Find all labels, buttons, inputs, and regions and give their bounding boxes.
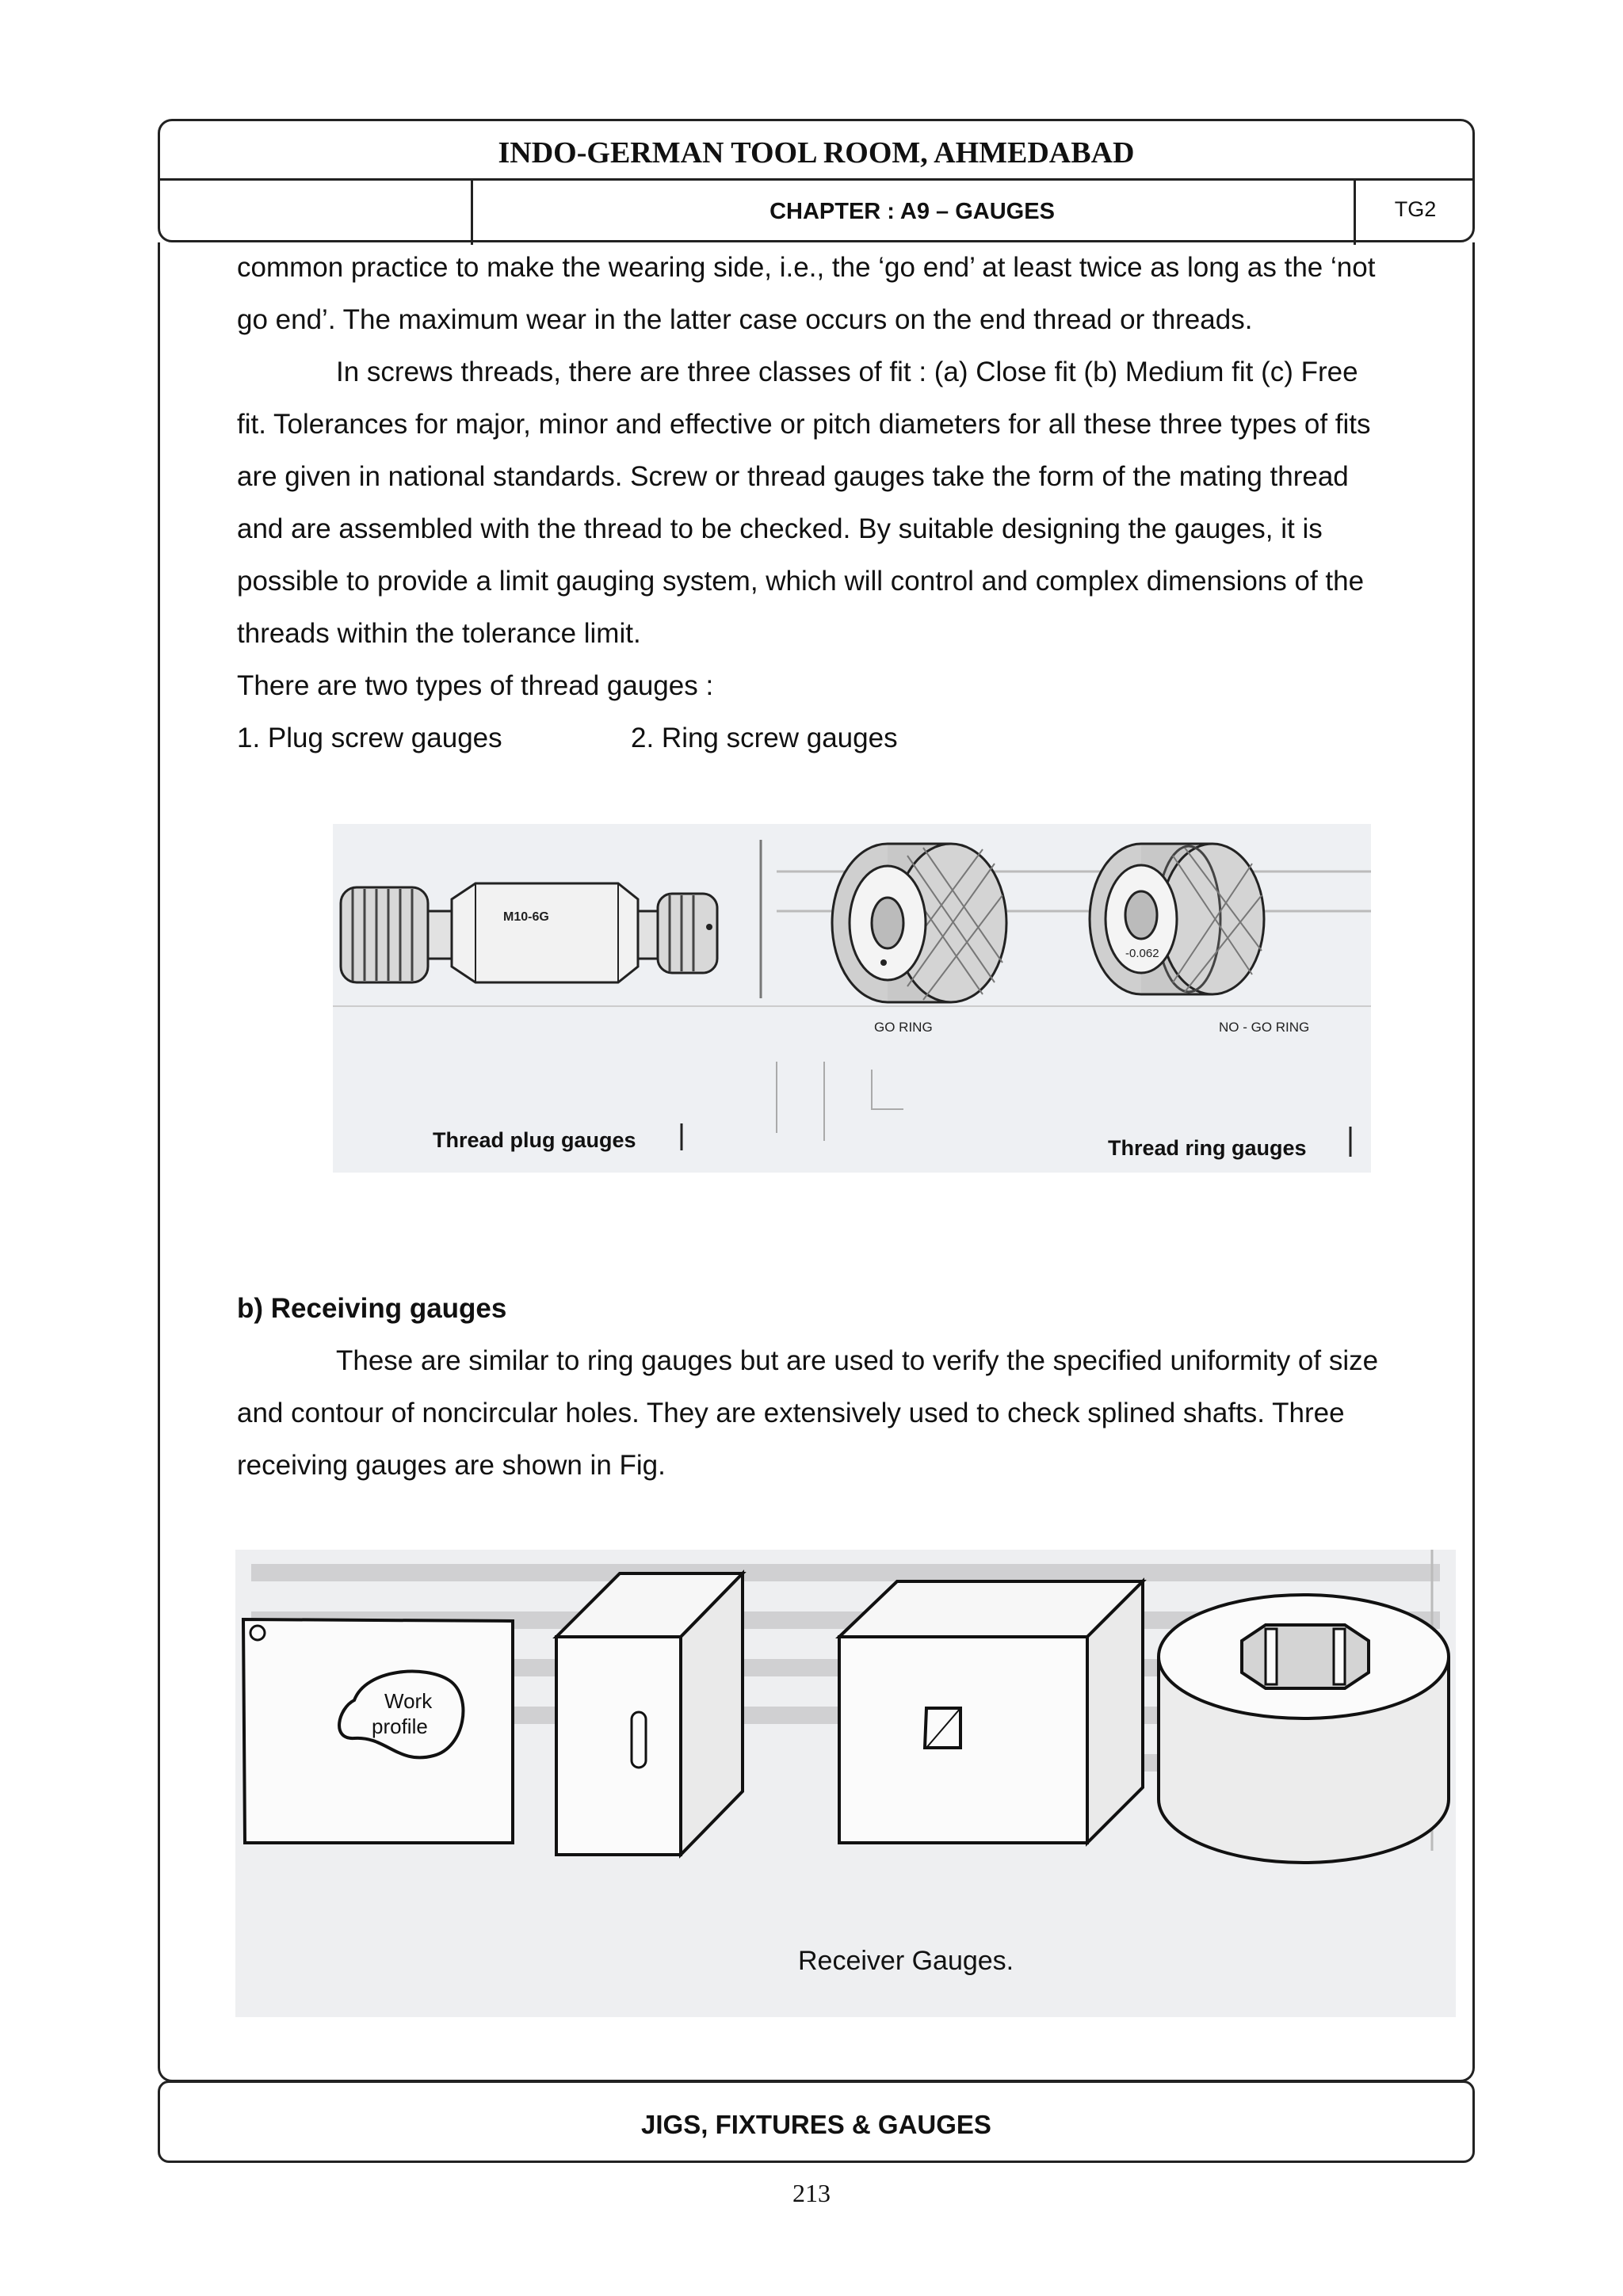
footer-title: JIGS, FIXTURES & GAUGES <box>641 2110 991 2139</box>
body-line: In screws threads, there are three classes of fit : (a) Close fit (b) Medium fit (c) Free <box>336 357 1358 387</box>
body-line: and contour of noncircular holes. They are extensively used to check splined shafts. Three <box>237 1398 1345 1428</box>
header-divider <box>160 178 1472 181</box>
receiver-gauges-figure <box>235 1550 1456 2017</box>
list-item-ring-screw-gauges: 2. Ring screw gauges <box>631 723 898 753</box>
page-header <box>158 119 1475 242</box>
thread-gauges-illustration <box>333 824 1371 1173</box>
body-line: go end’. The maximum wear in the latter case occurs on the end thread or threads. <box>237 304 1253 335</box>
cube-receiver-gauge <box>556 1573 743 1855</box>
body-line: receiving gauges are shown in Fig. <box>237 1450 666 1481</box>
page-number: 213 <box>792 2179 831 2207</box>
body-line: possible to provide a limit gauging system, which will control and complex dimensions of the <box>237 566 1365 597</box>
chapter-title: CHAPTER : A9 – GAUGES <box>769 199 1055 224</box>
body-line: are given in national standards. Screw or thread gauges take the form of the mating thread <box>237 461 1349 492</box>
plug-gauge <box>341 883 717 982</box>
no-go-value: -0.062 <box>1125 947 1159 960</box>
plug-marking: M10-6G <box>503 910 549 924</box>
go-ring-label: GO RING <box>874 1020 933 1035</box>
body-line: common practice to make the wearing side, i.e., the ‘go end’ at least twice as long as the ‘not <box>237 252 1376 283</box>
page-footer <box>158 2081 1475 2163</box>
body-line: There are two types of thread gauges : <box>237 670 714 701</box>
box-receiver-gauge <box>839 1581 1143 1843</box>
body-line: and are assembled with the thread to be checked. By suitable designing the gauges, it is <box>237 513 1323 544</box>
document-code: TG2 <box>1394 197 1437 221</box>
no-go-ring-label: NO - GO RING <box>1219 1020 1310 1035</box>
thread-gauges-figure <box>333 824 1371 1173</box>
receiver-gauges-caption: Receiver Gauges. <box>798 1946 1014 1976</box>
thread-ring-gauges-caption: Thread ring gauges <box>1108 1136 1307 1160</box>
receiver-gauges-illustration <box>235 1550 1456 2017</box>
ring-receiver-gauge <box>1159 1595 1449 1863</box>
list-item-plug-screw-gauges: 1. Plug screw gauges <box>237 723 502 753</box>
body-line: These are similar to ring gauges but are used to verify the specified uniformity of size <box>336 1345 1379 1376</box>
section-heading-receiving-gauges: b) Receiving gauges <box>237 1293 507 1324</box>
work-profile-label: Work <box>384 1689 433 1713</box>
work-profile-label: profile <box>372 1714 428 1738</box>
plate-receiver-gauge <box>243 1619 513 1843</box>
body-line: threads within the tolerance limit. <box>237 618 641 649</box>
organization-title: INDO-GERMAN TOOL ROOM, AHMEDABAD <box>498 136 1135 170</box>
thread-plug-gauges-caption: Thread plug gauges <box>433 1128 636 1152</box>
body-line: fit. Tolerances for major, minor and effective or pitch diameters for all these three types of fits <box>237 409 1371 440</box>
